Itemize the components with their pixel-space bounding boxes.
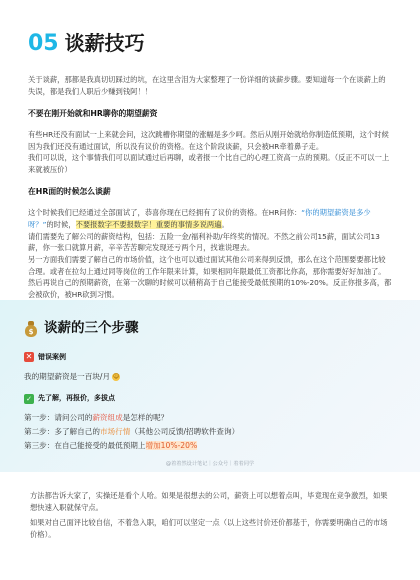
- source-credit: @着着然设计笔记｜公众号｜着着同学: [165, 460, 255, 467]
- section2-heading: 在HR面的时候怎么谈薪: [28, 186, 111, 196]
- step-2-prefix: 第二步：多了解自己的: [24, 427, 100, 437]
- smile-icon: ☺: [112, 372, 120, 380]
- steps-title-row: [24, 318, 396, 340]
- section2-paragraph-2: 请们需要先了解公司的薪资结构，包括：五险一金/福利补助/年终奖的情况。不然之前公司15薪，面试公司13薪，你一张口就算月薪，辛辛苦苦聊完发现还亏两个月，找谁说理去。: [28, 231, 380, 253]
- step-1: [24, 412, 396, 424]
- money-bag-symbol: $: [28, 327, 34, 336]
- section1-heading: 不要在刚开始就和HR聊你的期望薪资: [28, 108, 158, 118]
- section2-line1-end: 。: [221, 219, 229, 229]
- check-icon: ✓: [24, 394, 34, 404]
- step-2-suffix: （其他公司反馈/招聘软件查询）: [130, 427, 240, 437]
- money-bag-icon: [24, 321, 38, 337]
- right-case-label: 先了解，再报价，多拔点: [38, 393, 115, 402]
- section-number: 05: [28, 31, 59, 56]
- step-2-emphasis: 市场行情: [99, 427, 131, 437]
- section2-line1-post: 的时候，: [46, 219, 76, 229]
- step-3: [24, 440, 396, 452]
- section2-paragraph-1: [28, 207, 392, 230]
- intro-paragraph: 关于谈薪，那都是我真切切踩过的坑，在这里含泪为大家整理了一份详细的谈薪步骤。要知道每一个在谈薪上的失误，都是我们人职后少赚到钱阿！！: [28, 75, 386, 96]
- section2-quote: “你的期望薪资是多少呀？”: [28, 208, 371, 229]
- section1-paragraph-2: 我们可以说，这个事情我们可以面试通过后再聊，或者报一个比自己的心理工资高一点的预期。（反正不可以一上来就被压价）: [28, 153, 390, 175]
- steps-title: 谈薪的三个步骤: [44, 320, 139, 336]
- section1-paragraph-1: 有些HR还没有面试一上来就会问，这次跳槽你期望的涨幅是多少呵。然后从刚开始就给你制造低预期，这个时候因为我们还没有通过面试，所以没有议价的资格。在这个阶段谈薪，只会被HR牵着鼻子走。: [28, 130, 389, 151]
- wrong-case-example: [24, 371, 396, 383]
- steps-panel: [0, 300, 420, 472]
- right-case-tag: [24, 393, 396, 404]
- wrong-case-tag: [24, 352, 396, 363]
- step-1-emphasis: 薪资组成: [92, 413, 123, 423]
- step-3-emphasis: 增加10%-20%: [145, 441, 198, 451]
- closing-paragraph-1: 方法都告诉大家了，实操还是看个人哈。如果是很想去的公司，薪资上可以想着点叫，毕竟现在竞争激烈，如果想快速入职就保守点。: [30, 491, 388, 512]
- highlight-do-not-quote: 不要报数字不要报数字！重要的事情多说两遍: [75, 219, 222, 229]
- closing-paragraph-2: 如果对自己面评比较自信，不着急入职，咱们可以坚定一点（以上这些讨价还价都基于，你需要明确自己的市场价格）。: [30, 518, 388, 540]
- step-3-prefix: 第三步：在自己能接受的最低预期上: [24, 441, 146, 451]
- section2-paragraph-4: 然后再说自己的预期薪资，在第一次聊的时候可以稍稍高于自己能接受最低预期的10%-20%。反正你报多高，都会被砍价，被HR砍到习惯。: [28, 278, 392, 299]
- section2-line1-pre: 这个时候我们已经通过全部面试了，恭喜你现在已经拥有了议价的资格。在HR问你：: [28, 208, 302, 218]
- section-title: [28, 26, 392, 61]
- step-2: [24, 426, 396, 438]
- wrong-case-text: 我的期望薪资是一百块/月: [24, 371, 111, 381]
- wrong-case-label: 错误案例: [38, 352, 66, 361]
- closing-section: [0, 490, 420, 545]
- step-1-suffix: 是怎样的呢？: [122, 413, 169, 423]
- step-1-prefix: 第一步：请问公司的: [24, 413, 93, 423]
- cross-icon: ✕: [25, 352, 33, 362]
- page-title: 谈薪技巧: [64, 31, 145, 55]
- section2-paragraph-3: 另一方面我们需要了解自己的市场价值，这个也可以通过面试其他公司来得到反馈，那么在这个范围要要都比较合理。或者在拉勾上通过同等岗位的工作年限来计算，如果相同年限最低工资都比你高，那你需要好好加油了。: [28, 254, 386, 276]
